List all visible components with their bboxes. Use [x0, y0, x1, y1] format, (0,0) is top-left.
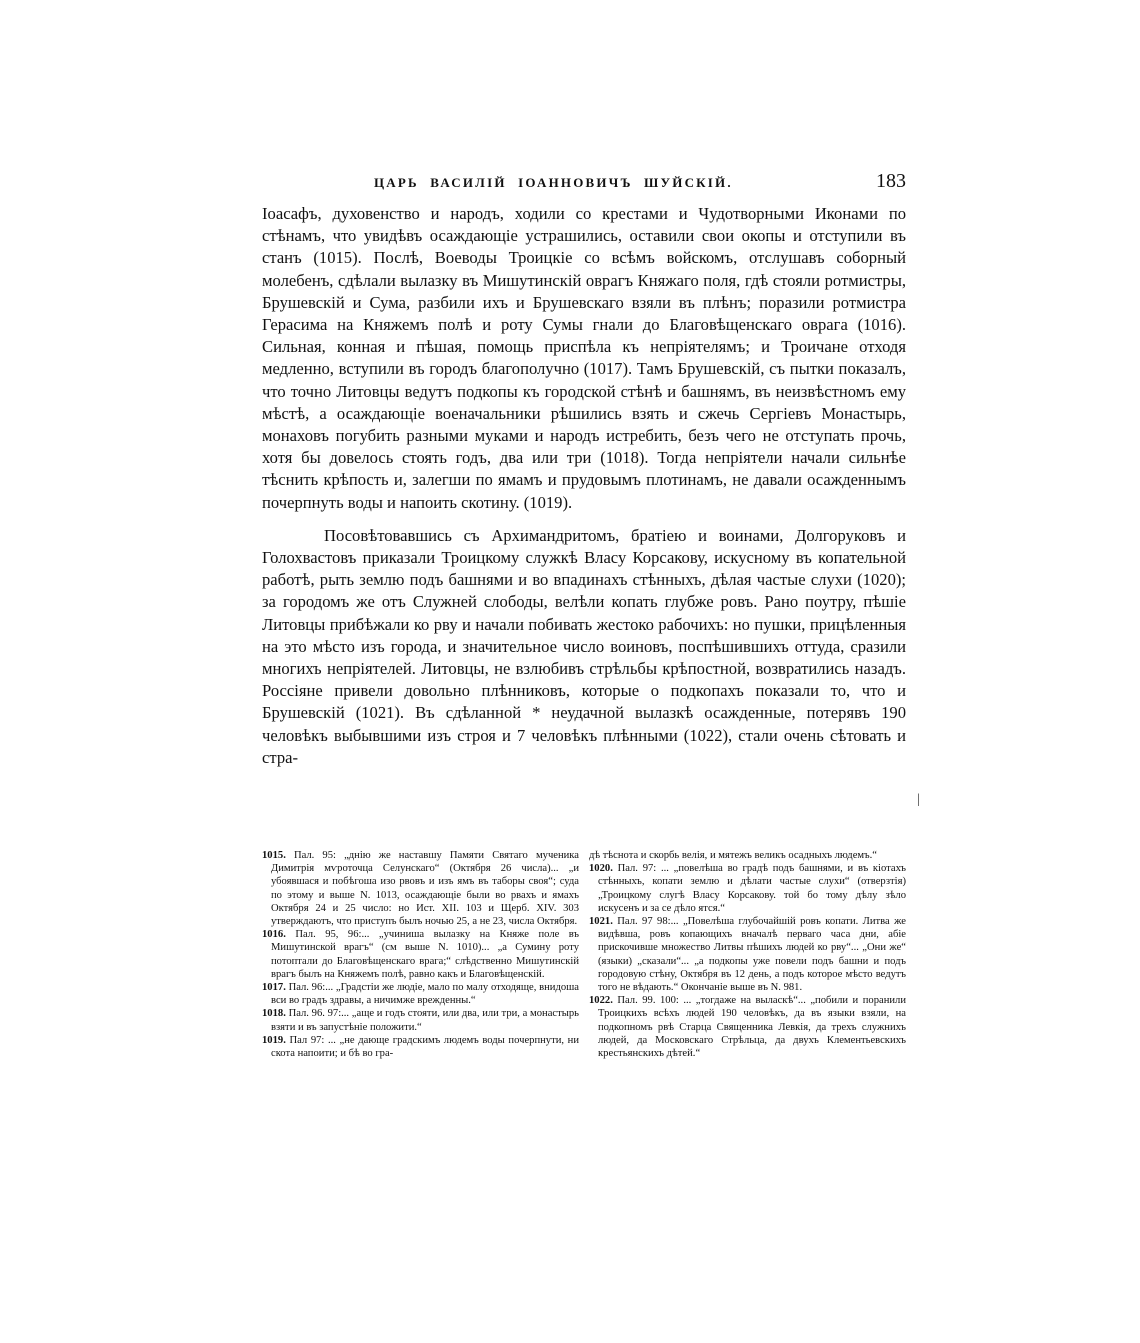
- footnote-text: Пал. 96:... „Градстіи же людіе, мало по малу отходяще, внидоша вси во градъ здравы, а ничимже врежденны.“: [271, 982, 580, 1007]
- footnote-text: Пал. 99. 100: ... „тогдаже на выласкѣ“... „побили и поранили Троицкихъ всѣхъ людей 190 человѣкъ, да въ языки взяли, на подкопномъ рвѣ Старца Священника Левкія, да трехъ служнихъ людей, да Московскаго Стрѣльца, да двухъ Клементьевскихъ крестьянскихъ дѣтей.“: [598, 995, 906, 1060]
- footnote: [589, 862, 906, 915]
- margin-mark: |: [917, 792, 920, 807]
- footnote-number: 1019.: [262, 1034, 286, 1046]
- footnote: [262, 849, 579, 928]
- footnote: [262, 1034, 579, 1060]
- footnote-text: дѣ тѣснота и скорбь велія, и мятежъ великъ осадныхъ людемъ.“: [589, 850, 877, 861]
- footnote-text: Пал. 95, 96:... „учиниша вылазку на Княже поле въ Мишутинской врагъ“ (см выше N. 1010)... „а Сумину роту потоптали до Благовѣщенскаго врага;“ слѣдственно Мишутинскій врагъ былъ на Княжемъ полѣ, равно какъ и Благовѣщенскій.: [271, 929, 580, 980]
- footnotes-right-column: [589, 849, 906, 1169]
- footnote-text: Пал 97: ... „не дающе градскимъ людемъ воды почерпнути, ни скота напоити; и бѣ во гра-: [271, 1034, 579, 1060]
- footnote-text: Пал. 96. 97:... „аще и годъ стояти, или два, или три, а монастырь взяти и въ запустѣніе положити.“: [271, 1008, 579, 1033]
- footnote-number: 1017.: [262, 982, 286, 994]
- footnote-text: Пал. 97 98:... „Повелѣша глубочайшій ровъ копати. Литва же видѣвша, ровъ копающихъ вначалѣ перваго часа дни, абіе прискочивше множество Литвы пѣшихъ людей ко рву“... „Они же“ (языки) „сказали“... „а подкопы уже повели подъ башни и подъ городовую стѣну, Октября въ 12 день, а подъ которое мѣсто ведутъ того не вѣдають.“ Окончаніе выше въ N. 981.: [598, 916, 907, 994]
- footnotes-left-column: [262, 849, 579, 1169]
- paragraph-2: Посовѣтовавшись съ Архимандритомъ, братіею и воинами, Долгоруковъ и Голохвастовъ приказали Троицкому служкѣ Власу Корсакову, искусному въ копательной работѣ, рыть землю подъ башнями и во впадинахъ стѣнныхъ, дѣлая частые слухи (1020); за городомъ же отъ Служней слободы, велѣли копать глубже ровъ. Рано поутру, пѣшіе Литовцы прибѣжали ко рву и начали побивать жестоко рабочихъ: но пушки, прицѣленныя на это мѣсто изъ города, и значительное число воиновъ, поспѣшившихъ оттуда, сразили многихъ непріятелей. Литовцы, не взлюбивъ стрѣльбы крѣпостной, возвратились назадъ. Россіяне привели довольно плѣнниковъ, которые о подкопахъ показали то, что и Брушевскій (1021). Въ сдѣланной * неудачной вылазкѣ осажденные, потерявъ 190 человѣкъ выбывшими изъ строя и 7 человѣкъ плѣнными (1022), стали очень сѣтовать и стра-: [262, 525, 906, 767]
- footnote: [589, 994, 906, 1060]
- footnote-number: 1016.: [262, 929, 286, 941]
- footnote-number: 1021.: [589, 916, 613, 928]
- page-number: 183: [876, 170, 906, 192]
- footnote-number: 1020.: [589, 863, 613, 875]
- running-title: ЦАРЬ ВАСИЛІЙ ІОАННОВИЧЪ ШУЙСКІЙ.: [374, 175, 733, 190]
- paragraph-1: Іоасафъ, духовенство и народъ, ходили со крестами и Чудотворными Иконами по стѣнамъ, что увидѣвъ осаждающіе устрашились, оставили свои окопы и отступили въ станъ (1015). Послѣ, Воеводы Троицкіе со всѣмъ войскомъ, отслушавъ соборный молебенъ, сдѣлали вылазку въ Мишутинскій оврагъ Княжаго поля, гдѣ стояли ротмистры, Брушевскій и Сума, разбили ихъ и Брушевскаго взяли въ плѣнъ; поразили ротмистра Герасима на Княжемъ полѣ и роту Сумы гнали до Благовѣщенскаго оврага (1016). Сильная, конная и пѣшая, помощь приспѣла къ непріятелямъ; и Троичане отходя медленно, вступили въ городъ благополучно (1017). Тамъ Брушевскій, съ пытки показалъ, что точно Литовцы ведутъ подкопы къ городской стѣнѣ и башнямъ, въ неизвѣстномъ ему мѣстѣ, а осаждающіе военачальники рѣшились взять и сжечь Сергіевъ Монастырь, монаховъ погубить разными муками и народъ истребить, безъ чего не отступать прочь, хотя бы довелось стоять годъ, два или три (1018). Тогда непріятели начали сильнѣе тѣснить крѣпость и, залегши по ямамъ и прудовымъ плотинамъ, не давали осажденнымъ почерпнуть воды и напоить скотину. (1019).: [262, 204, 906, 512]
- footnote: [262, 1007, 579, 1033]
- footnote-number: 1015.: [262, 850, 286, 861]
- footnote-continuation: [589, 849, 906, 862]
- footnotes: [262, 849, 906, 1169]
- footnote-number: 1022.: [589, 995, 613, 1007]
- footnote: [589, 915, 906, 994]
- footnote: [262, 981, 579, 1007]
- footnote: [262, 928, 579, 981]
- footnote-number: 1018.: [262, 1008, 286, 1020]
- main-text: [262, 203, 906, 769]
- footnote-text: Пал. 95: „днію же наставшу Памяти Святаго мученика Димитрія мѵроточца Селунскаго“ (Октября 26 числа)... „и убоявшася и побѣгоша изо рвовъ и изъ ямъ въ таборы своя“; суда по этому и выше N. 1013, осаждающіе были во рвахъ и ямахъ Октября 24 и 25 число: но Ист. XII. 103 и Щерб. XIV. 303 утверждаютъ, что приступъ былъ ночью 25, а не 23, числа Октября.: [271, 850, 579, 928]
- footnote-text: Пал. 97: ... „повелѣша во градѣ подъ башнями, и въ кіотахъ стѣнныхъ, копати землю и дѣлати частые слухи“ (отверзтія) „Троицкому слугѣ Власу Корсакову. той бо тому дѣлу зѣло искусенъ и за се дѣло ятся.“: [598, 863, 906, 914]
- running-head: [262, 170, 906, 199]
